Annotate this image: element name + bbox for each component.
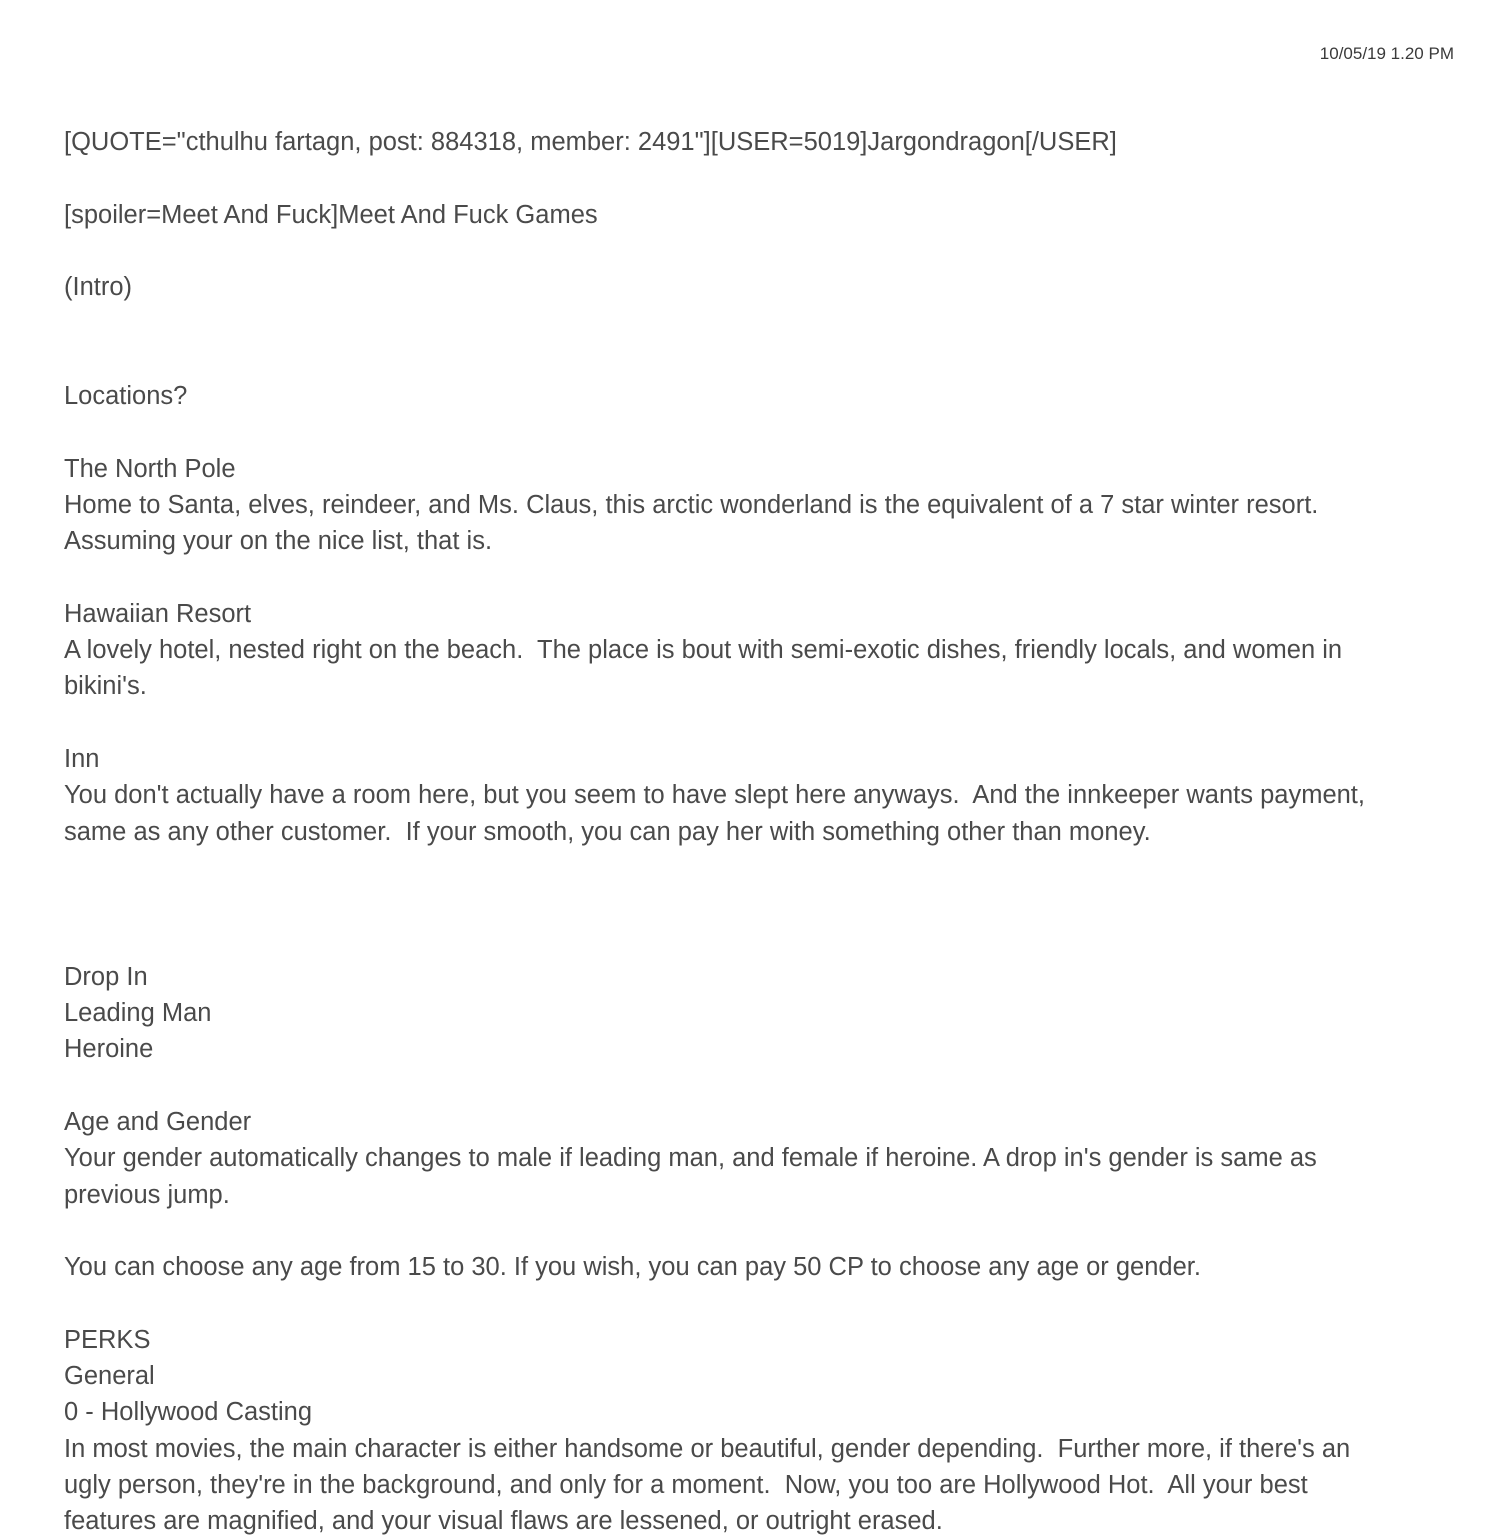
perk-description-line: features are magnified, and your visual flaws are lessened, or outright erased. [64, 1507, 943, 1536]
age-gender-text-line: Your gender automatically changes to male if leading man, and female if heroine. A drop in's gender is same as [64, 1144, 1317, 1173]
origin-heroine: Heroine [64, 1035, 154, 1064]
document-body [64, 124, 1444, 1540]
location-description-line: You don't actually have a room here, but you seem to have slept here anyways. And the innkeeper wants payment, [64, 781, 1365, 810]
blank-line [64, 850, 1444, 886]
blank-line [64, 923, 1444, 959]
page-timestamp: 10/05/19 1.20 PM [1319, 44, 1454, 63]
perk-description-line: In most movies, the main character is either handsome or beautiful, gender depending. Further more, if there's an [64, 1434, 1351, 1463]
location-description-line: bikini's. [64, 672, 147, 701]
location-name-north-pole: The North Pole [64, 454, 236, 483]
blank-line [64, 1213, 1444, 1249]
age-gender-text-line: previous jump. [64, 1180, 230, 1209]
blank-line [64, 1068, 1444, 1104]
blank-line [64, 305, 1444, 341]
quote-tag-line: [QUOTE="cthulhu fartagn, post: 884318, member: 2491"][USER=5019]Jargondragon[/USER] [64, 128, 1117, 156]
age-gender-heading: Age and Gender [64, 1108, 252, 1137]
intro-line: (Intro) [64, 273, 133, 302]
origin-leading-man: Leading Man [64, 999, 212, 1028]
location-description-line: A lovely hotel, nested right on the beach. The place is bout with semi-exotic dishes, friendly locals, and women in [64, 636, 1343, 665]
location-description-line: same as any other customer. If your smooth, you can pay her with something other than money. [64, 817, 1151, 846]
blank-line [64, 233, 1444, 269]
blank-line [64, 342, 1444, 378]
spoiler-tag-line: [spoiler=Meet And Fuck]Meet And Fuck Games [64, 200, 598, 229]
blank-line [64, 1286, 1444, 1322]
perks-heading: PERKS [64, 1325, 151, 1354]
location-name-inn: Inn [64, 745, 100, 774]
age-choice-line: You can choose any age from 15 to 30. If you wish, you can pay 50 CP to choose any age or gender. [64, 1253, 1201, 1282]
blank-line [64, 560, 1444, 596]
blank-line [64, 705, 1444, 741]
blank-line [64, 160, 1444, 196]
blank-line [64, 414, 1444, 450]
perk-title: 0 - Hollywood Casting [64, 1398, 313, 1427]
locations-heading: Locations? [64, 382, 188, 411]
blank-line [64, 886, 1444, 922]
origin-drop-in: Drop In [64, 962, 148, 991]
perk-description-line: ugly person, they're in the background, and only for a moment. Now, you too are Hollywood Hot. All your best [64, 1470, 1308, 1499]
location-description-line: Assuming your on the nice list, that is. [64, 527, 493, 556]
location-name-hawaiian-resort: Hawaiian Resort [64, 599, 252, 628]
perks-subheading: General [64, 1362, 155, 1391]
location-description-line: Home to Santa, elves, reindeer, and Ms. Claus, this arctic wonderland is the equivalent of a 7 star winter resort. [64, 490, 1319, 519]
